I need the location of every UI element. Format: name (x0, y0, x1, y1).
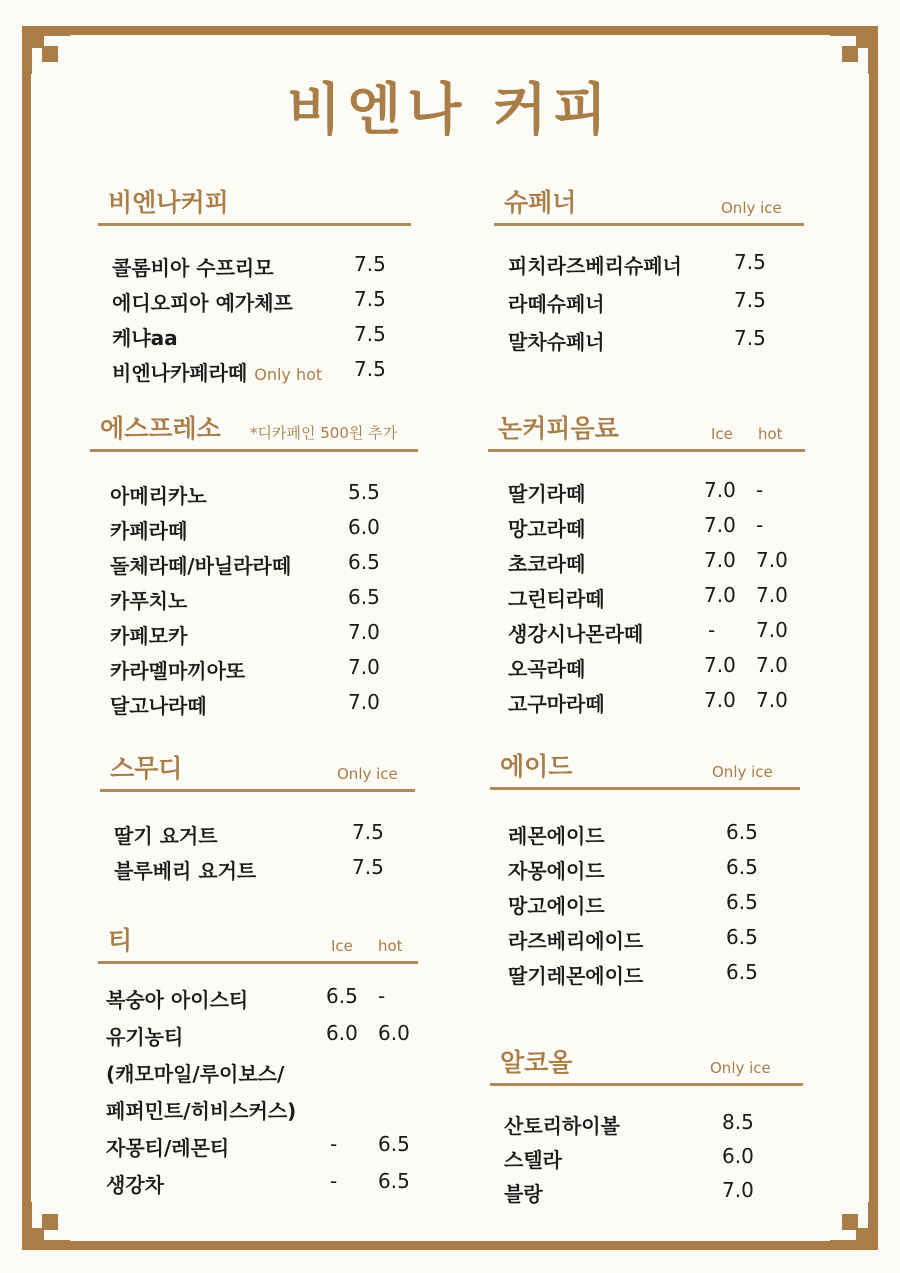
menu-item (90, 684, 418, 719)
menu-item (98, 351, 411, 386)
section-schpanner (494, 190, 804, 358)
item-name: 카페라떼 (110, 519, 188, 543)
item-price-ice: 7.0 (704, 513, 736, 537)
item-price: 6.0 (348, 515, 380, 539)
item-name: 말차슈페너 (508, 330, 605, 354)
menu-item (488, 682, 805, 717)
menu-title: 비엔나 커피 (287, 77, 613, 143)
section-noncoffee (488, 416, 805, 717)
section-title: 에스프레소 (100, 414, 221, 443)
item-name: 오곡라떼 (508, 657, 586, 681)
item-name: 딸기라떼 (508, 482, 586, 506)
item-name: 딸기 요거트 (114, 824, 218, 848)
col-hot-label: hot (758, 425, 783, 443)
section-title: 논커피음료 (498, 414, 619, 443)
item-price-ice: - (330, 1132, 338, 1156)
item-name: 초코라떼 (508, 552, 586, 576)
menu-item (488, 542, 805, 577)
section-title: 알코올 (500, 1048, 573, 1077)
item-name: 복숭아 아이스티 (106, 988, 249, 1012)
item-price-hot: 6.5 (378, 1132, 410, 1156)
item-name: 콜롬비아 수프리모 (112, 256, 274, 280)
section-note: Only ice (721, 199, 782, 217)
menu-item (90, 579, 418, 614)
menu-item (98, 1126, 418, 1163)
item-name: 아메리카노 (110, 484, 207, 508)
item-price-ice: 7.0 (704, 478, 736, 502)
menu-item (490, 954, 800, 989)
item-name: 딸기레몬에이드 (508, 964, 644, 988)
col-ice-label: Ice (331, 937, 353, 955)
item-price-hot: 6.0 (378, 1021, 410, 1045)
menu-item (494, 282, 804, 320)
item-price: 7.5 (354, 357, 386, 381)
corner-ornament (18, 1184, 88, 1254)
menu-item (98, 978, 418, 1015)
item-name-text: 비엔나카페라떼 (112, 361, 248, 385)
section-tea (98, 928, 418, 1200)
item-price-hot: 7.0 (756, 583, 788, 607)
item-price-ice: 7.0 (704, 583, 736, 607)
item-price: 6.5 (726, 855, 758, 879)
section-title: 슈페너 (504, 188, 577, 217)
item-name: 스텔라 (504, 1148, 562, 1172)
item-price: 7.5 (734, 326, 766, 350)
section-note: Only ice (337, 765, 398, 783)
item-price: 8.5 (722, 1110, 754, 1134)
item-price: 5.5 (348, 480, 380, 504)
item-name: 자몽에이드 (508, 859, 605, 883)
menu-item (90, 509, 418, 544)
item-price: 6.0 (722, 1144, 754, 1168)
item-price: 7.5 (354, 252, 386, 276)
menu-item (490, 814, 800, 849)
section-header (488, 416, 805, 452)
item-price: 6.5 (726, 960, 758, 984)
menu-item (98, 1089, 418, 1126)
section-header (490, 754, 800, 790)
item-name: 레몬에이드 (508, 824, 605, 848)
item-price-hot: - (756, 513, 764, 537)
section-header (90, 416, 418, 452)
item-price: 7.0 (348, 655, 380, 679)
item-name: 페퍼민트/히비스커스) (106, 1099, 297, 1123)
item-name: 고구마라떼 (508, 692, 605, 716)
item-name: 에디오피아 예가체프 (112, 291, 293, 315)
menu-item (98, 1015, 418, 1052)
section-ade (490, 754, 800, 989)
item-price-hot: 7.0 (756, 688, 788, 712)
item-name: (캐모마일/루이보스/ (106, 1062, 285, 1086)
menu-item (494, 244, 804, 282)
item-name: 망고라떼 (508, 517, 586, 541)
section-header (494, 190, 804, 226)
col-ice-label: Ice (711, 425, 733, 443)
menu-item (490, 1138, 803, 1172)
menu-item (488, 472, 805, 507)
item-name: 망고에이드 (508, 894, 605, 918)
item-price: 6.5 (348, 550, 380, 574)
item-price-ice: - (330, 1169, 338, 1193)
section-title: 스무디 (110, 754, 183, 783)
menu-item (100, 849, 415, 884)
item-price: 7.5 (734, 250, 766, 274)
item-price: 7.5 (352, 855, 384, 879)
item-name: 달고나라떼 (110, 694, 207, 718)
item-price-hot: - (756, 478, 764, 502)
item-name: 생강차 (106, 1173, 164, 1197)
item-price: 7.5 (352, 820, 384, 844)
section-alcohol (490, 1050, 803, 1206)
section-smoothie (100, 756, 415, 884)
item-price-hot: 7.0 (756, 653, 788, 677)
menu-item (488, 507, 805, 542)
item-name: 블랑 (504, 1182, 543, 1206)
menu-item (490, 1104, 803, 1138)
item-price-hot: 6.5 (378, 1169, 410, 1193)
item-price: 6.5 (726, 890, 758, 914)
menu-item (98, 1052, 418, 1089)
item-price: 7.0 (348, 690, 380, 714)
item-price: 6.5 (726, 925, 758, 949)
item-price-ice: 7.0 (704, 653, 736, 677)
menu-item (488, 577, 805, 612)
menu-item (490, 1172, 803, 1206)
menu-item (494, 320, 804, 358)
item-name: 그린티라떼 (508, 587, 605, 611)
item-name: 자몽티/레몬티 (106, 1136, 230, 1160)
item-name: 카페모카 (110, 624, 188, 648)
item-price: 7.0 (348, 620, 380, 644)
item-price: 6.5 (348, 585, 380, 609)
item-name: 라떼슈페너 (508, 292, 605, 316)
section-header (490, 1050, 803, 1086)
section-header (100, 756, 415, 792)
menu-item (100, 814, 415, 849)
item-note: Only hot (254, 365, 323, 384)
item-price-ice: 6.0 (326, 1021, 358, 1045)
section-espresso (90, 416, 418, 719)
menu-item (90, 474, 418, 509)
corner-ornament (812, 1184, 882, 1254)
item-name: 유기농티 (106, 1025, 184, 1049)
menu-item (490, 884, 800, 919)
menu-item (90, 649, 418, 684)
menu-item (490, 919, 800, 954)
item-price-ice: 7.0 (704, 548, 736, 572)
item-name: 돌체라떼/바닐라라떼 (110, 554, 292, 578)
menu-item (488, 647, 805, 682)
section-title: 티 (108, 926, 133, 955)
menu-item (98, 1163, 418, 1200)
item-price: 7.5 (734, 288, 766, 312)
menu-item (98, 316, 411, 351)
section-header (98, 190, 411, 226)
menu-item (490, 849, 800, 884)
item-price-hot: 7.0 (756, 618, 788, 642)
menu-item (90, 544, 418, 579)
item-name: 피치라즈베리슈페너 (508, 254, 682, 278)
item-price-ice: - (708, 618, 716, 642)
section-note: Only ice (712, 763, 773, 781)
item-price-hot: - (378, 984, 386, 1008)
item-price: 7.5 (354, 322, 386, 346)
item-price: 7.0 (722, 1178, 754, 1202)
item-price-hot: 7.0 (756, 548, 788, 572)
item-name (112, 357, 322, 386)
section-title: 비엔나커피 (108, 188, 229, 217)
col-hot-label: hot (378, 937, 403, 955)
section-header (98, 928, 418, 964)
item-name: 케냐aa (112, 326, 178, 350)
section-vienna (98, 190, 411, 386)
menu-item (98, 281, 411, 316)
menu-item (488, 612, 805, 647)
section-note: Only ice (710, 1059, 771, 1077)
item-price: 6.5 (726, 820, 758, 844)
menu-item (90, 614, 418, 649)
item-name: 생강시나몬라떼 (508, 622, 644, 646)
item-name: 라즈베리에이드 (508, 929, 644, 953)
section-note: *디카페인 500원 추가 (250, 424, 398, 442)
section-title: 에이드 (500, 752, 573, 781)
item-price: 7.5 (354, 287, 386, 311)
item-name: 카라멜마끼아또 (110, 659, 246, 683)
item-name: 산토리하이볼 (504, 1114, 620, 1138)
item-price-ice: 7.0 (704, 688, 736, 712)
item-name: 카푸치노 (110, 589, 188, 613)
item-price-ice: 6.5 (326, 984, 358, 1008)
menu-item (98, 246, 411, 281)
item-name: 블루베리 요거트 (114, 859, 257, 883)
